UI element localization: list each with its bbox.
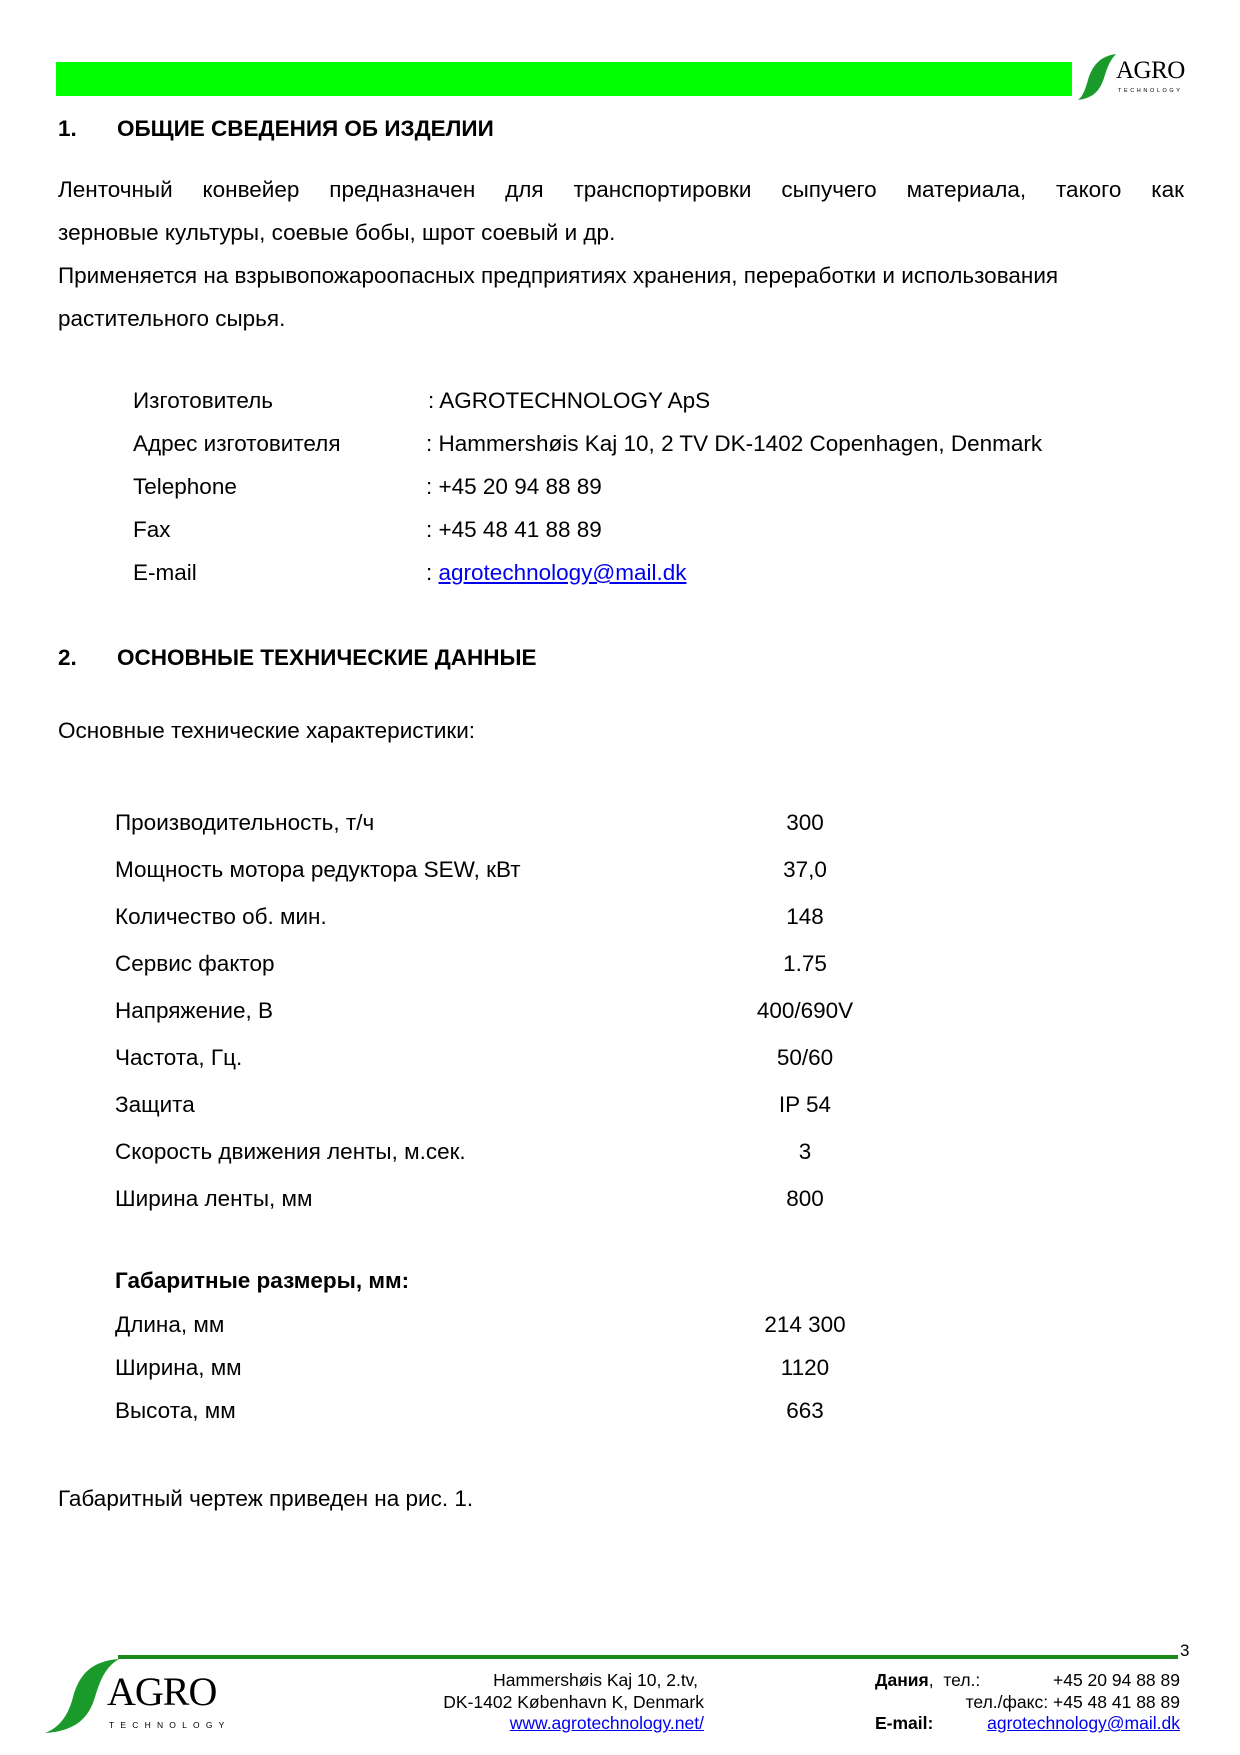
logo-word: AGRO [107, 1669, 217, 1714]
email-link[interactable]: agrotechnology@mail.dk [438, 560, 687, 585]
spec-value: 300 [786, 810, 824, 835]
logo-subtitle: TECHNOLOGY [1118, 88, 1183, 94]
info-label: E-mail [133, 560, 197, 585]
section1-number: 1. [58, 116, 77, 141]
tel-value: +45 20 94 88 89 [1053, 1670, 1180, 1690]
info-value: : +45 48 41 88 89 [426, 517, 602, 542]
footer-logo [40, 1655, 240, 1740]
spec-label: Ширина ленты, мм [115, 1186, 313, 1211]
manufacturer-info [133, 390, 1133, 590]
spec-label: Скорость движения ленты, м.сек. [115, 1139, 466, 1164]
fax-label: тел./факс: [965, 1691, 1049, 1712]
paragraph-line: Ленточный конвейер предназначен для транспортировки сыпучего материала, такого как [58, 177, 1184, 202]
info-value: : AGROTECHNOLOGY ApS [428, 388, 711, 413]
spec-value: 400/690V [756, 998, 854, 1023]
logo-word: AGRO [1116, 57, 1185, 84]
dimension-label: Высота, мм [115, 1398, 236, 1423]
contact-row-tel [875, 1670, 1180, 1692]
header-green-bar [56, 62, 1072, 96]
spec-value: 800 [786, 1186, 824, 1211]
page-number: 3 [1180, 1641, 1190, 1660]
specs-intro: Основные технические характеристики: [58, 718, 476, 743]
spec-label: Частота, Гц. [115, 1045, 243, 1070]
info-value [426, 562, 687, 585]
dimension-label: Длина, мм [115, 1312, 225, 1337]
dimension-value: 663 [786, 1398, 824, 1423]
country-label: Дания [875, 1670, 929, 1690]
contact-row-fax [875, 1692, 1180, 1714]
spec-value: 37,0 [783, 857, 827, 882]
spec-label: Мощность мотора редуктора SEW, кВт [115, 857, 521, 882]
info-label: Telephone [133, 474, 237, 499]
info-label: Fax [133, 517, 171, 542]
spec-value: 50/60 [776, 1045, 834, 1070]
spec-label: Напряжение, В [115, 998, 273, 1023]
spec-label: Сервис фактор [115, 951, 275, 976]
leaf-icon [1078, 52, 1118, 102]
section1-title: ОБЩИЕ СВЕДЕНИЯ ОБ ИЗДЕЛИИ [117, 116, 494, 141]
info-value: : Hammershøis Kaj 10, 2 TV DK-1402 Copenhagen, Denmark [426, 431, 1043, 456]
info-label: Адрес изготовителя [133, 431, 341, 456]
website-link[interactable]: www.agrotechnology.net/ [509, 1713, 704, 1733]
dimensions-table [115, 1270, 1115, 1440]
email-label: E-mail: [875, 1713, 934, 1733]
spec-value: 3 [798, 1139, 812, 1164]
fax-value: +45 48 41 88 89 [1053, 1691, 1180, 1712]
paragraph-line: растительного сырья. [58, 306, 286, 331]
section1-paragraph [58, 168, 1184, 340]
country-sep: , [928, 1670, 934, 1690]
email-prefix: : [426, 560, 439, 585]
section2-number: 2. [58, 645, 77, 670]
footer-email-link[interactable]: agrotechnology@mail.dk [987, 1713, 1180, 1733]
fax-entry [966, 1692, 1180, 1714]
info-value: : +45 20 94 88 89 [426, 474, 602, 499]
header-logo [1078, 52, 1190, 102]
section2-title: ОСНОВНЫЕ ТЕХНИЧЕСКИЕ ДАННЫЕ [117, 645, 537, 670]
footer-address [443, 1670, 704, 1735]
dimension-value: 1120 [780, 1355, 830, 1380]
contact-row-email [875, 1713, 1180, 1735]
paragraph-line: Применяется на взрывопожароопасных предприятиях хранения, переработки и использования [58, 263, 1059, 288]
spec-value: IP 54 [778, 1092, 832, 1117]
footer-divider [118, 1655, 1178, 1659]
footer-contacts [875, 1670, 1180, 1735]
specs-table [115, 812, 1115, 1212]
spec-value: 1.75 [783, 951, 827, 976]
logo-subtitle: TECHNOLOGY [109, 1720, 231, 1730]
country-tel-label [875, 1670, 980, 1692]
address-line: Hammershøis Kaj 10, 2.tv, [493, 1670, 698, 1690]
dimensions-title-text: Габаритные размеры, мм: [115, 1268, 410, 1293]
drawing-note: Габаритный чертеж приведен на рис. 1. [58, 1486, 474, 1511]
dimension-value: 214 300 [764, 1312, 846, 1337]
info-label: Изготовитель [133, 388, 273, 413]
address-line: DK-1402 København K, Denmark [443, 1691, 704, 1712]
spec-label: Количество об. мин. [115, 904, 327, 929]
spec-label: Защита [115, 1092, 195, 1117]
spec-value: 148 [786, 904, 824, 929]
tel-label: тел.: [943, 1670, 981, 1690]
spec-label: Производительность, т/ч [115, 810, 375, 835]
dimension-label: Ширина, мм [115, 1355, 242, 1380]
paragraph-line: зерновые культуры, соевые бобы, шрот соевый и др. [58, 220, 616, 245]
